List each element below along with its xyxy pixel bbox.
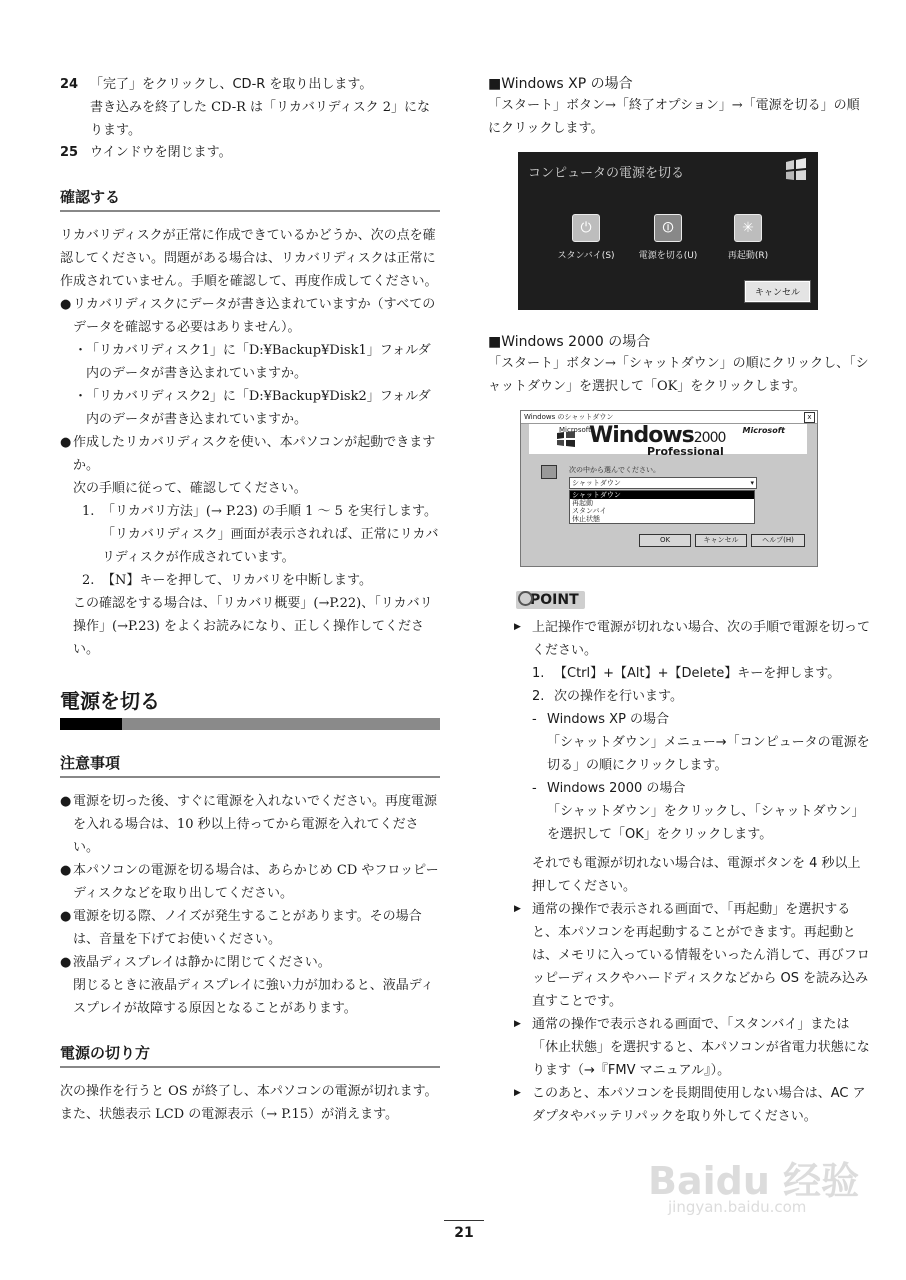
cancel-button[interactable]: キャンセル xyxy=(695,534,747,547)
step-text: 【Ctrl】+【Alt】+【Delete】キーを押します。 xyxy=(554,666,841,681)
caution-text: 電源を切る際、ノイズが発生することがあります。その場合は、音量を下げてお使いください。 xyxy=(73,909,422,947)
caution-item xyxy=(60,859,440,905)
cancel-button[interactable]: キャンセル xyxy=(745,281,810,302)
restart-label: 再起動(R) xyxy=(727,251,769,261)
numbered-item xyxy=(60,500,440,569)
power-off-icon: ⏼ xyxy=(654,214,682,242)
bullet-icon: ● xyxy=(60,863,72,878)
bullet-icon: ● xyxy=(60,909,72,924)
step-number: 24 xyxy=(60,77,79,92)
dash-heading: Windows XP の場合 xyxy=(547,712,670,727)
dialog-title: Windows のシャットダウン xyxy=(524,413,614,421)
w2k-heading: ■Windows 2000 の場合 xyxy=(488,334,651,350)
dialog-prompt: 次の中から選んでください。 xyxy=(569,466,660,474)
standby-button[interactable] xyxy=(551,214,621,261)
ok-button[interactable]: OK xyxy=(639,534,691,547)
point-item xyxy=(514,1082,870,1128)
bullet-icon: ● xyxy=(60,297,72,312)
step-number: 25 xyxy=(60,145,79,160)
selected-value: シャットダウン xyxy=(572,479,621,487)
sub-marker: ・ xyxy=(74,389,88,404)
point-text: 通常の操作で表示される画面で、「再起動」を選択すると、本パソコンを再起動することができます。再起動とは、メモリに入っている情報をいったん消して、再びフロッピーディスクやハードディスクなどから OS を読み込み直すことです。 xyxy=(532,902,870,1009)
watermark: Baidu 经验 xyxy=(648,1159,860,1203)
list-item[interactable]: 再起動 xyxy=(572,499,593,507)
dash-text: 「シャットダウン」をクリックし、「シャットダウン」を選択して「OK」をクリックします。 xyxy=(547,804,865,842)
left-column xyxy=(60,74,440,1126)
step-number: 1. xyxy=(532,666,545,681)
xp-heading: ■Windows XP の場合 xyxy=(488,76,633,92)
confirm-follow: 次の手順に従って、確認してください。 xyxy=(73,481,307,496)
section-heading-caution: 注意事項 xyxy=(60,752,440,778)
bullet-text: 作成したリカバリディスクを使い、本パソコンが起動できますか。 xyxy=(73,435,436,473)
windows-flag-icon xyxy=(782,156,810,184)
dialog-title: コンピュータの電源を切る xyxy=(528,166,685,181)
bullet-icon: ● xyxy=(60,955,72,970)
logo-text: Windows xyxy=(589,423,694,448)
bullet-icon: ● xyxy=(60,435,72,450)
point-text: 上記操作で電源が切れない場合、次の手順で電源を切ってください。 xyxy=(532,620,871,658)
step-text: 「完了」をクリックし、CD-R を取り出します。 xyxy=(90,77,373,92)
chevron-down-icon[interactable]: ▾ xyxy=(750,479,754,487)
item-number: 1. xyxy=(82,504,95,519)
triangle-bullet-icon: ▶ xyxy=(514,904,521,914)
right-column xyxy=(488,74,870,1128)
dash-heading: Windows 2000 の場合 xyxy=(547,781,686,796)
computer-icon xyxy=(541,465,557,479)
how-text: 次の操作を行うと OS が終了し、本パソコンの電源が切れます。また、状態表示 LCD の電源表示（→ P.15）が消えます。 xyxy=(60,1084,438,1122)
help-button[interactable]: ヘルプ(H) xyxy=(751,534,805,547)
item-number: 2. xyxy=(82,573,95,588)
step-text: ウインドウを閉じます。 xyxy=(90,145,232,160)
item-text: 【N】キーを押して、リカバリを中断します。 xyxy=(102,573,372,588)
caution-text: 電源を切った後、すぐに電源を入れないでください。再度電源を入れる場合は、10 秒以上待ってから電源を入れてください。 xyxy=(73,794,438,855)
w2k-shutdown-dialog xyxy=(520,410,818,567)
triangle-bullet-icon: ▶ xyxy=(514,1019,521,1029)
point-item xyxy=(514,1013,870,1082)
point-item xyxy=(514,616,870,662)
caution-item xyxy=(60,905,440,951)
caution-text: 本パソコンの電源を切る場合は、あらかじめ CD やフロッピーディスクなどを取り出してください。 xyxy=(73,863,439,901)
point-dash-item xyxy=(532,708,870,731)
sub-item xyxy=(60,385,440,431)
bullet-icon: ● xyxy=(60,794,72,809)
point-step xyxy=(532,662,870,685)
windows-banner xyxy=(529,423,807,458)
triangle-bullet-icon: ▶ xyxy=(514,622,521,632)
list-item[interactable]: スタンバイ xyxy=(572,507,607,515)
standby-label: スタンバイ(S) xyxy=(557,251,615,261)
list-item[interactable]: シャットダウン xyxy=(570,491,754,499)
step-number: 2. xyxy=(532,689,545,704)
caution-detail: 閉じるときに液晶ディスプレイに強い力が加わると、液晶ディスプレイが故障する原因となることがあります。 xyxy=(73,978,434,1016)
chapter-title-bar xyxy=(60,718,440,730)
point-label xyxy=(516,589,585,608)
microsoft-brand: Microsoft xyxy=(742,426,785,435)
point-label-text: POINT xyxy=(516,591,585,609)
sub-marker: ・ xyxy=(74,343,88,358)
point-text: このあと、本パソコンを長期間使用しない場合は、AC アダプタやバッテリパックを取り外してください。 xyxy=(532,1086,866,1124)
watermark-url: jingyan.baidu.com xyxy=(668,1198,807,1216)
point-followup: それでも電源が切れない場合は、電源ボタンを 4 秒以上押してください。 xyxy=(532,856,861,894)
sub-text: 「リカバリディスク1」に「D:¥Backup¥Disk1」フォルダ内のデータが書き込まれていますか。 xyxy=(86,343,431,381)
step-text: 次の操作を行います。 xyxy=(554,689,683,704)
w2k-instructions: 「スタート」ボタン→「シャットダウン」の順にクリックし、「シャットダウン」を選択して「OK」をクリックします。 xyxy=(488,356,869,394)
point-key-icon xyxy=(518,591,533,606)
numbered-item xyxy=(60,569,440,592)
point-step xyxy=(532,685,870,708)
xp-instructions: 「スタート」ボタン→「終了オプション」→「電源を切る」の順にクリックします。 xyxy=(488,98,860,136)
item-text: 「リカバリ方法」(→ P.23) の手順 1 〜 5 を実行します。「リカバリディスク」画面が表示されれば、正常にリカバリディスクが作成されています。 xyxy=(102,504,439,565)
bullet-item xyxy=(60,293,440,339)
logo-year: 2000 xyxy=(693,430,726,446)
step-24 xyxy=(60,74,440,96)
section-heading-how: 電源の切り方 xyxy=(60,1042,440,1068)
xp-shutdown-dialog xyxy=(518,152,818,310)
point-item xyxy=(514,898,870,1013)
restart-icon: ✳ xyxy=(734,214,762,242)
standby-icon: ⏻ xyxy=(572,214,600,242)
sub-item xyxy=(60,339,440,385)
close-icon[interactable]: x xyxy=(804,412,815,423)
shutdown-select[interactable] xyxy=(569,477,757,489)
microsoft-small-text: Microsoft xyxy=(559,426,591,434)
step-detail: 書き込みを終了した CD-R は「リカバリディスク 2」になります。 xyxy=(90,100,431,138)
confirm-intro: リカバリディスクが正常に作成できているかどうか、次の点を確認してください。問題がある場合は、リカバリディスクは正常に作成されていません。手順を確認して、再度作成してください。 xyxy=(60,228,438,289)
bullet-item xyxy=(60,431,440,477)
turn-off-button[interactable] xyxy=(633,214,703,261)
restart-button[interactable] xyxy=(713,214,783,261)
dash-marker: - xyxy=(532,781,537,796)
caution-item xyxy=(60,951,440,974)
point-dash-item xyxy=(532,777,870,800)
step-25 xyxy=(60,142,440,164)
shutdown-options-list[interactable] xyxy=(569,490,755,524)
bullet-text: リカバリディスクにデータが書き込まれていますか（すべてのデータを確認する必要はありません）。 xyxy=(73,297,436,335)
chapter-title: 電源を切る xyxy=(60,689,160,713)
point-text: 通常の操作で表示される画面で、「スタンバイ」または「休止状態」を選択すると、本パソコンが省電力状態になります（→『FMV マニュアル』）。 xyxy=(532,1017,870,1078)
section-heading-confirm: 確認する xyxy=(60,186,440,212)
dash-marker: - xyxy=(532,712,537,727)
confirm-note: この確認をする場合は、「リカバリ概要」(→P.22)、「リカバリ操作」(→P.23) をよくお読みになり、正しく操作してください。 xyxy=(73,596,433,657)
list-item[interactable]: 休止状態 xyxy=(572,515,600,523)
caution-text: 液晶ディスプレイは静かに閉じてください。 xyxy=(73,955,331,970)
dash-text: 「シャットダウン」メニュー→「コンピュータの電源を切る」の順にクリックします。 xyxy=(547,735,870,773)
sub-text: 「リカバリディスク2」に「D:¥Backup¥Disk2」フォルダ内のデータが書き込まれていますか。 xyxy=(86,389,431,427)
page-number: 21 xyxy=(444,1220,484,1241)
turn-off-label: 電源を切る(U) xyxy=(638,251,698,261)
edition-text: Professional xyxy=(647,445,724,458)
triangle-bullet-icon: ▶ xyxy=(514,1088,521,1098)
caution-item xyxy=(60,790,440,859)
